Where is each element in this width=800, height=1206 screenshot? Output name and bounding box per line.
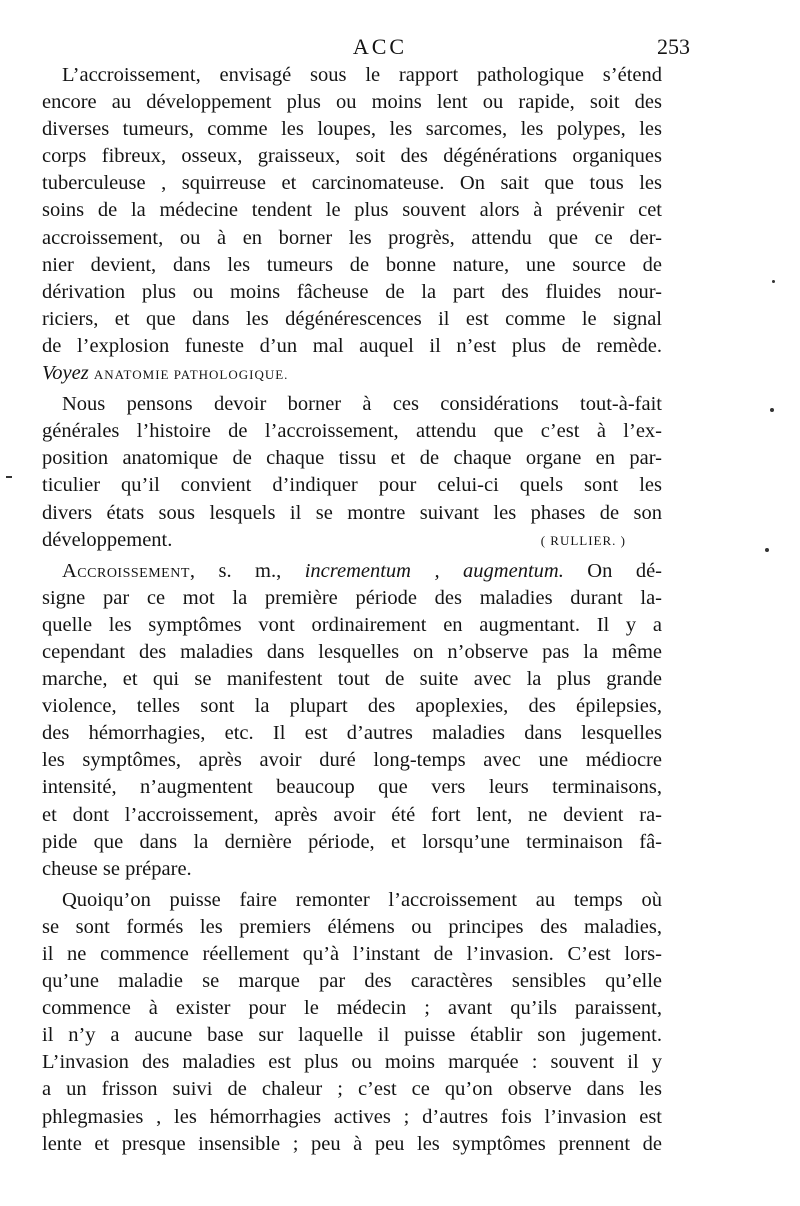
entry-first-line <box>42 558 662 585</box>
text-line: de l’explosion funeste d’un mal auquel il n’est plus de remède. <box>42 334 662 357</box>
paragraph-1 <box>42 62 662 387</box>
text-line: divers états sous lesquels il se montre suivant les phases de son <box>42 501 662 524</box>
see-also-voyez: Voyez <box>42 362 89 385</box>
page-number: 253 <box>657 34 690 59</box>
text-line: générales l’histoire de l’accroissement, attendu que c’est à l’ex- <box>42 420 662 443</box>
see-also-line <box>42 360 662 387</box>
text-line: il n’y a aucune base sur laquelle il puisse établir son jugement. <box>42 1024 662 1047</box>
text-line: et dont l’accroissement, après avoir été fort lent, ne devient ra- <box>42 803 662 826</box>
entry-first-rest: On dé- <box>563 559 662 582</box>
text-line: dérivation plus ou moins fâcheuse de la part des fluides nour- <box>42 280 662 303</box>
entry-accroissement <box>42 558 662 883</box>
text-line: L’invasion des maladies est plus ou moins marquée : souvent il y <box>42 1051 662 1074</box>
print-speck <box>765 548 769 552</box>
text-line: se sont formés les premiers élémens ou principes des maladies, <box>42 915 662 938</box>
text-line: qu’une maladie se marque par des caractères sensibles qu’elle <box>42 970 662 993</box>
text-line: diverses tumeurs, comme les loupes, les sarcomes, les polypes, les <box>42 118 662 141</box>
text-line: pide que dans la dernière période, et lorsqu’une terminaison fâ- <box>42 830 662 853</box>
see-also-reference: ANATOMIE PATHOLOGIQUE. <box>93 367 289 383</box>
text-line: position anatomique de chaque tissu et de chaque organe en par- <box>42 447 662 470</box>
author-signature: ( RULLIER. ) <box>540 532 626 548</box>
print-speck <box>770 408 774 412</box>
text-line: tuberculeuse , squirreuse et carcinomateuse. On sait que tous les <box>42 172 662 195</box>
text-line: ticulier qu’il convient d’indiquer pour celui-ci quels sont les <box>42 474 662 497</box>
text-line: Nous pensons devoir borner à ces considérations tout-à-fait <box>62 393 662 416</box>
paragraph-2 <box>42 391 662 554</box>
entry-headword: Accroissement <box>62 559 190 582</box>
text-line: intensité, n’augmentent beaucoup que vers leurs terminaisons, <box>42 776 662 799</box>
text-line: commence à exister pour le médecin ; avant qu’ils paraissent, <box>42 997 662 1020</box>
text-line: accroissement, ou à en borner les progrès, attendu que ce der- <box>42 226 662 249</box>
text-line: les symptômes, après avoir duré long-temps avec une médiocre <box>42 749 662 772</box>
text-line: Quoiqu’on puisse faire remonter l’accroissement au temps où <box>62 888 662 911</box>
text-line: cependant des maladies dans lesquelles on n’observe pas la même <box>42 640 662 663</box>
print-speck <box>772 280 775 283</box>
text-line: signe par ce mot la première période des maladies durant la- <box>42 586 662 609</box>
entry-latin: incrementum , augmentum. <box>304 559 564 582</box>
text-line: violence, telles sont la plupart des apoplexies, des épilepsies, <box>42 695 662 718</box>
text-line: lente et presque insensible ; peu à peu les symptômes prennent de <box>42 1132 662 1155</box>
closing-word: développement. <box>42 528 173 551</box>
text-line: corps fibreux, osseux, graisseux, soit des dégénérations organiques <box>42 145 662 168</box>
body-text <box>42 62 662 1158</box>
text-line: quelle les symptômes vont ordinairement en augmentant. Il y a <box>42 613 662 636</box>
paragraph-4 <box>42 887 662 1158</box>
print-speck <box>6 476 12 478</box>
running-head: ACC <box>352 34 408 59</box>
entry-grammar: , s. m., <box>189 559 305 582</box>
text-line: nier devient, dans les tumeurs de bonne nature, une source de <box>42 253 662 276</box>
text-line-last <box>42 527 662 554</box>
text-line: phlegmasies , les hémorrhagies actives ; d’autres fois l’invasion est <box>42 1105 662 1128</box>
text-line: soins de la médecine tendent le plus souvent alors à prévenir cet <box>42 199 662 222</box>
text-line: riciers, et que dans les dégénérescences il est comme le signal <box>42 307 662 330</box>
text-line: encore au développement plus ou moins lent ou rapide, soit des <box>42 91 662 114</box>
text-line-last: cheuse se prépare. <box>42 857 192 880</box>
page-header <box>40 34 690 62</box>
text-line: il ne commence réellement qu’à l’instant de l’invasion. C’est lors- <box>42 943 662 965</box>
text-line: a un frisson suivi de chaleur ; c’est ce qu’on observe dans les <box>42 1078 662 1101</box>
text-line: marche, et qui se manifestent tout de suite avec la plus grande <box>42 668 662 691</box>
text-line: des hémorrhagies, etc. Il est d’autres maladies dans lesquelles <box>42 722 662 745</box>
text-line: L’accroissement, envisagé sous le rapport pathologique s’étend <box>62 64 662 86</box>
